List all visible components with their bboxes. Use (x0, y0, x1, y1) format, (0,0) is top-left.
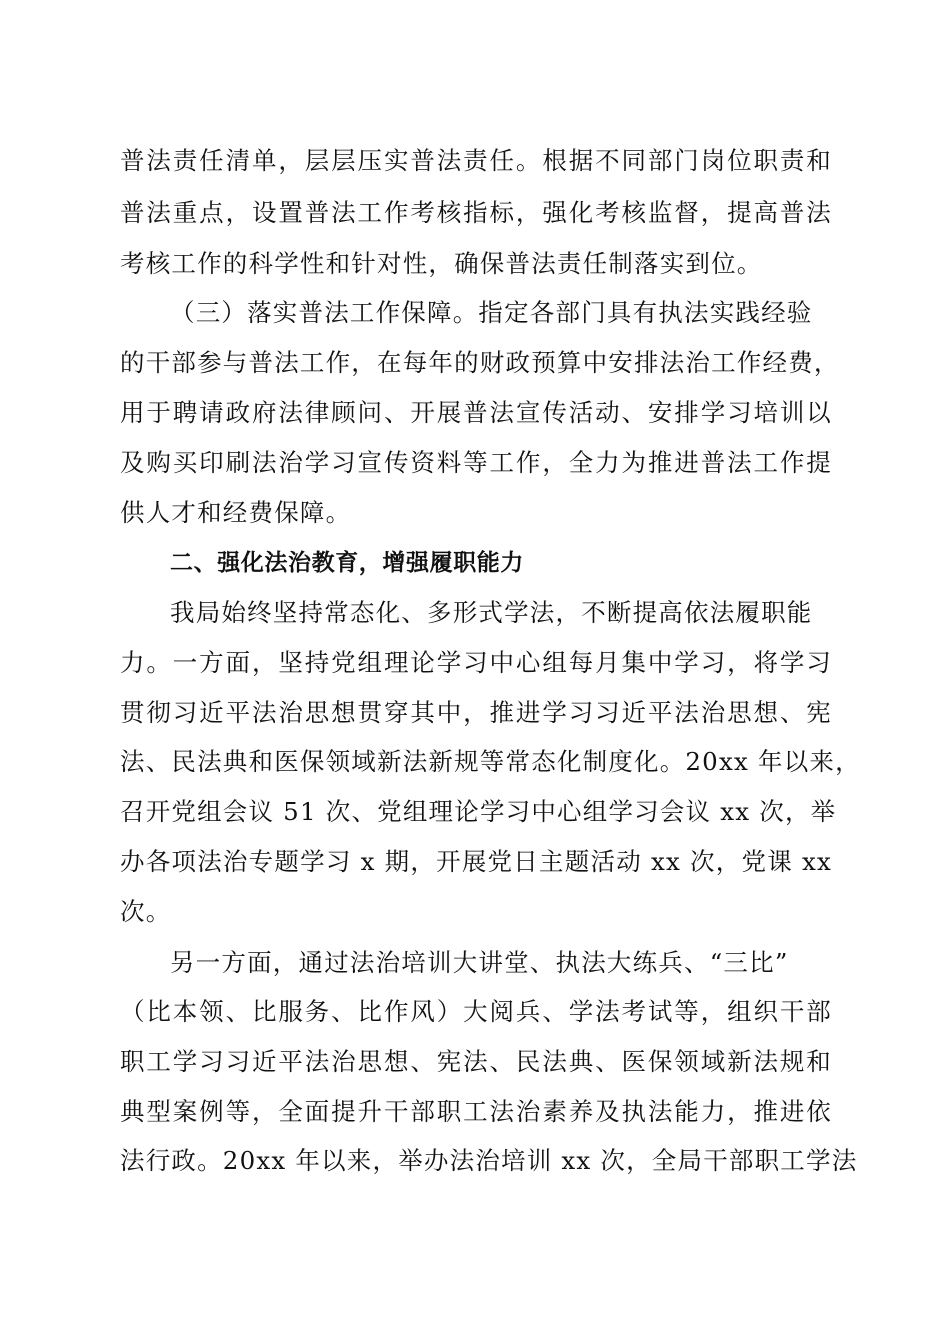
text-line: 法行政。20xx 年以来，举办法治培训 xx 次，全局干部职工学法 (120, 1146, 858, 1175)
text-line: 普法责任清单，层层压实普法责任。根据不同部门岗位职责和 (120, 146, 832, 175)
text-line: 我局始终坚持常态化、多形式学法，不断提高依法履职能 (170, 598, 813, 627)
text-line: 供人才和经费保障。 (120, 498, 352, 527)
text-line: 典型案例等，全面提升干部职工法治素养及执法能力，推进依 (120, 1097, 832, 1126)
text-line: （比本领、比服务、比作风）大阅兵、学法考试等，组织干部 (120, 997, 832, 1026)
text-line: 召开党组会议 51 次、党组理论学习中心组学习会议 xx 次，举 (120, 797, 837, 826)
text-line: 考核工作的科学性和针对性，确保普法责任制落实到位。 (120, 249, 763, 278)
text-line: 法、民法典和医保领域新法新规等常态化制度化。20xx 年以来， (120, 747, 861, 776)
text-line: 办各项法治专题学习 x 期，开展党日主题活动 xx 次，党课 xx (120, 847, 832, 876)
section-2-heading: 二、强化法治教育，增强履职能力 (170, 550, 524, 576)
text-line: 贯彻习近平法治思想贯穿其中，推进学习习近平法治思想、宪 (120, 698, 832, 727)
text-line: 的干部参与普法工作，在每年的财政预算中安排法治工作经费， (120, 348, 840, 377)
text-line: 用于聘请政府法律顾问、开展普法宣传活动、安排学习培训以 (120, 398, 832, 427)
section-3-heading-line: （三）落实普法工作保障。指定各部门具有执法实践经验 (170, 298, 813, 327)
text-line: 力。一方面，坚持党组理论学习中心组每月集中学习，将学习 (120, 648, 832, 677)
text-line: 及购买印刷法治学习宣传资料等工作，全力为推进普法工作提 (120, 448, 832, 477)
text-line: 普法重点，设置普法工作考核指标，强化考核监督，提高普法 (120, 198, 832, 227)
text-line: 另一方面，通过法治培训大讲堂、执法大练兵、“三比” (170, 948, 789, 977)
text-line: 次。 (120, 897, 172, 926)
text-line: 职工学习习近平法治思想、宪法、民法典、医保领域新法规和 (120, 1047, 832, 1076)
